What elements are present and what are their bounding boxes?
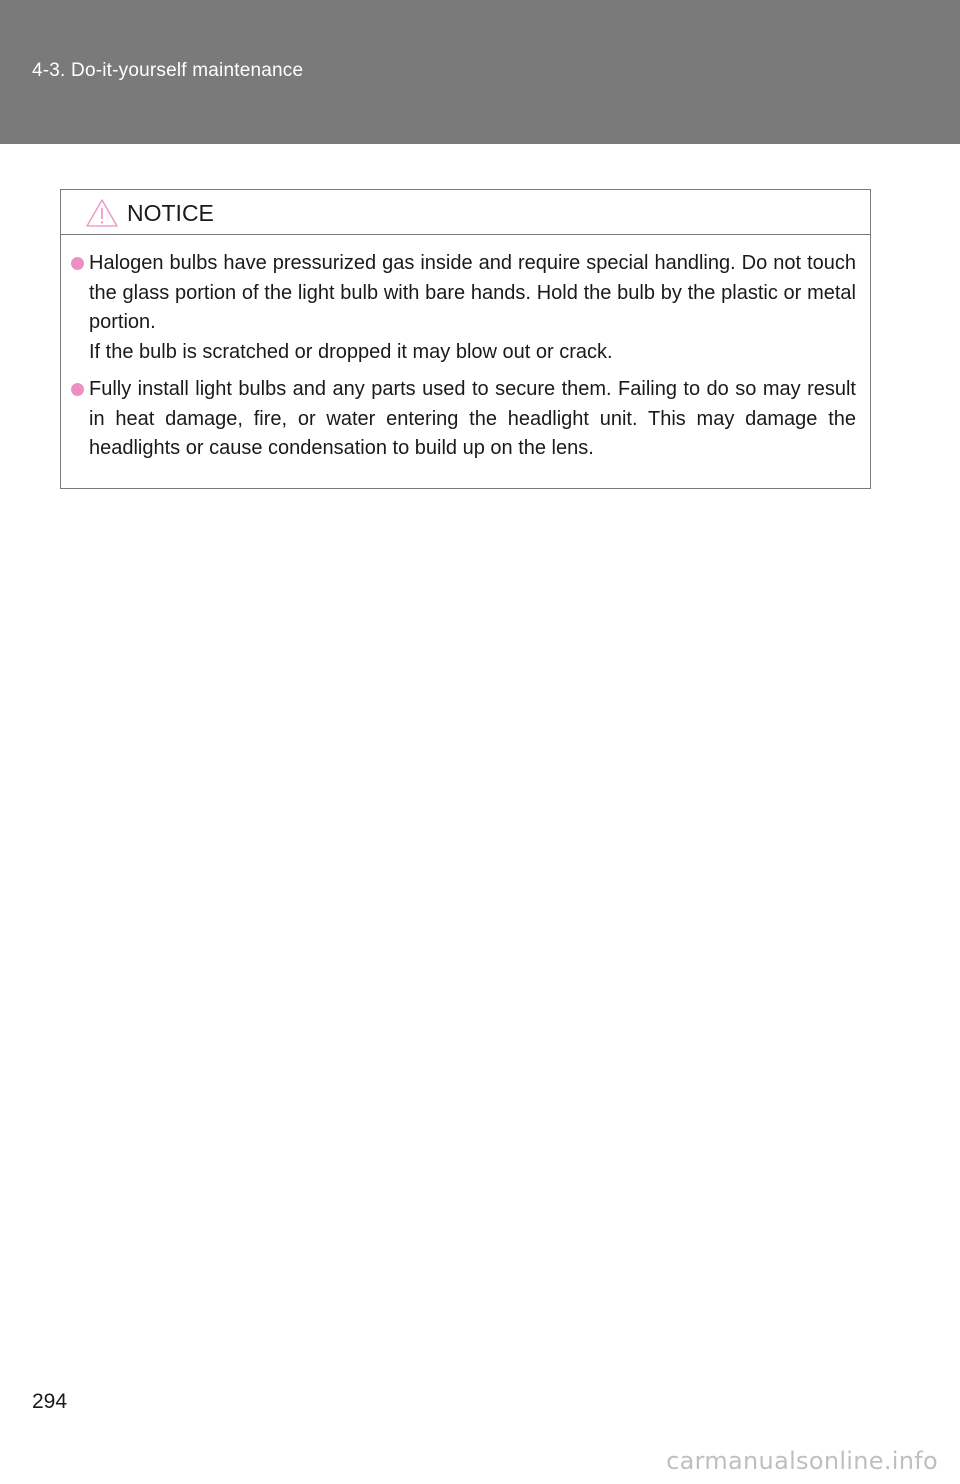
- notice-item-text-continued: If the bulb is scratched or dropped it may blow out or crack.: [89, 340, 613, 363]
- watermark: carmanualsonline.info: [666, 1447, 938, 1475]
- header-band: [0, 0, 960, 144]
- notice-item: [71, 375, 856, 464]
- notice-item-text: Fully install light bulbs and any parts used to secure them. Failing to do so may result in heat damage, fire, or water entering the headlight unit. This may damage the headlights or cause condensation to build up on the lens.: [89, 378, 856, 459]
- notice-item-text: Halogen bulbs have pressurized gas inside and require special handling. Do not touch the glass portion of the light bulb with bare hands. Hold the bulb by the plastic or metal portion.: [89, 252, 856, 333]
- section-title: 4-3. Do-it-yourself maintenance: [32, 60, 304, 81]
- notice-box: [60, 189, 871, 489]
- bullet-icon: [71, 383, 84, 396]
- notice-header: [61, 190, 870, 235]
- notice-item: [71, 249, 856, 367]
- page-number: 294: [32, 1390, 68, 1413]
- warning-triangle-icon: [85, 198, 119, 228]
- bullet-icon: [71, 257, 84, 270]
- notice-title: NOTICE: [127, 200, 214, 226]
- notice-body: [61, 235, 870, 464]
